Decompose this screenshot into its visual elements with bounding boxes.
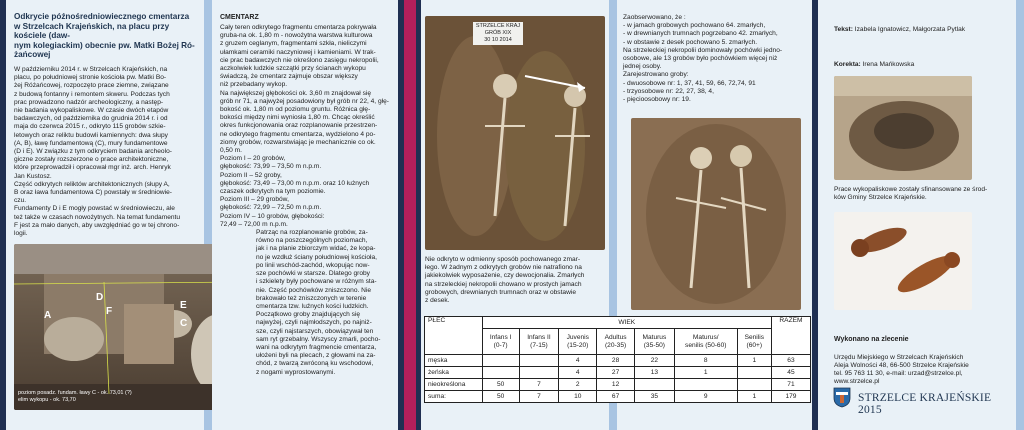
photo-label-A: A	[44, 310, 52, 321]
table-cell: 67	[597, 391, 635, 403]
table-row	[425, 379, 811, 391]
cemetery-body: Cały teren odkrytego fragmentu cmentarza pokrywała gruba-na ok. 1,80 m - nowożytna warstwa kulturowa z gruzem ceglanym, fragmentami szkła, nieliczymi ułamkami ceramiki naczyniowej i kamieniami. W trak- cie prac badawczych nie określono zasięgu nekropolii, aczkolwiek ludzkie szczątki przy ścianach wykopu świadczą, że cmentarz zajmuje obszar większy niż przebadany wykop. Na największej głębokości ok. 3,60 m znajdował się grób nr 71, a najwyżej posadowiony był grób nr 22, 4, głę- bokość ok. 1,80 m od poziomu gruntu. Różnica głę- bokości między nimi wyniosła 1,80 m. Chcąc określić okres funkcjonowania oraz rozplanowanie przestrzen- ne odkrytego fragmentu cmentarza, wydzielono 4 po- ziomy grobów, rozwarstwiając je mechanicznie co ok. 0,50 m.	[220, 24, 389, 155]
col-header-age: WIEK	[482, 317, 771, 329]
table-cell	[674, 379, 737, 391]
row-label: męska	[425, 355, 483, 367]
age-infans-2: Infans II (7-15)	[519, 329, 559, 355]
dig-photo	[834, 76, 972, 180]
row-label: nieokreślona	[425, 379, 483, 391]
credit-text	[834, 26, 1012, 34]
credit-korekta	[834, 61, 1012, 69]
table-cell: 4	[559, 355, 597, 367]
table-cell: 50	[482, 391, 519, 403]
credit-korekta-value: Irena Mańkowska	[862, 60, 915, 68]
photo-label-C: C	[180, 318, 188, 329]
table-cell	[737, 367, 771, 379]
table-cell	[634, 379, 674, 391]
photo-caption: poziom posadz. fundam. ławy C - ok. 73,01 (?) elim wykopu - ok. 73,70	[18, 390, 132, 403]
row-label: żeńska	[425, 367, 483, 379]
table-cell	[519, 367, 559, 379]
table-cell	[482, 367, 519, 379]
age-sex-table	[424, 316, 811, 403]
photo-label-E: E	[180, 300, 187, 311]
table-cell	[482, 355, 519, 367]
order-heading: Wykonano na zlecenie	[834, 336, 909, 344]
order-body: Urzędu Miejskiego w Strzelcach Krajeńskich Aleja Wolności 48, 66-500 Strzelce Krajeńskie tel. 95 763 11 30, e-mail: urzad@strzelce.pl, www.strzelce.pl	[834, 353, 969, 386]
table-cell: 27	[597, 367, 635, 379]
dig-drawing	[834, 76, 972, 180]
col-header-total: RAZEM	[771, 317, 810, 355]
panel-credits	[818, 0, 1016, 430]
grave-sign: STRZELCE KRAJ GRÓB XIX 30 10 2014	[473, 22, 523, 45]
table-row	[425, 355, 811, 367]
funding-caption: Prace wykopaliskowe zostały sfinansowane ze środ- ków Gminy Strzelce Krajeńskie.	[834, 186, 988, 202]
table-cell: 35	[634, 391, 674, 403]
table-cell: 12	[597, 379, 635, 391]
row-total: 71	[771, 379, 810, 391]
age-maturus-senilis: Maturus/ senilis (50-60)	[674, 329, 737, 355]
credit-text-value: Izabela Ignatowicz, Małgorzata Pytlak	[854, 26, 966, 34]
photo-label-F: F	[106, 306, 113, 317]
cemetery-body-2: Patrząc na rozplanowanie grobów, za- równo na poszczególnych poziomach, jak i na planie zbiorczym widać, że kopa- no je wzdłuż ściany południowej kościoła, po linii wschód-zachód, wkopując now- sze pochówki w starsze. Dlatego groby i szkielety były pochowane w różnym sta- nie. Część pochówków zniszczono. Nie brakowało też zniszczonych w terenie cmentarza tzw. luźnych kości ludzkich. Początkowo groby znajdujących się najwyżej, czyli najmłodszych, po najniż- sze, czyli najstarszych, obowiązywał ten sam ryt grzebalny. Wszyscy zmarli, pocho- wani na odkrytym fragmencie cmentarza, ułożeni byli na plecach, z głowami na za- chód, z twarzą zwróconą ku wschodowi, z nogami wyprostowanymi.	[256, 229, 381, 376]
photo-label-D: D	[96, 292, 104, 303]
graves-caption: Nie odkryto w odmienny sposób pochowanego zmar- łego. W żadnym z odkrytych grobów nie natrafiono na jakiekolwiek wyposażenie, czy dewocjonalia. Zmarłych na strzeleckiej nekropolii chowano w prostych jamach grobowych, drewnianych trumnach oraz w obstawie z desek.	[425, 256, 585, 305]
table-cell: 2	[559, 379, 597, 391]
table-cell: 8	[674, 355, 737, 367]
table-cell: 1	[737, 391, 771, 403]
brand-name: STRZELCE KRAJEŃSKIE 2015	[858, 392, 992, 416]
cemetery-levels: Poziom I – 20 grobów, głębokość: 73,99 – 73,50 m n.p.m. Poziom II – 52 groby, głębokość: 73,49 – 73,00 m n.p.m. oraz 10 łużnych czaszek odkrytych na tym poziomie. Poziom III – 29 grobów, głębokość: 72,99 – 72,50 m n.p.m. Poziom IV – 10 grobów, głębokości: 72,49 – 72,00 m n.p.m.	[220, 155, 370, 228]
age-adultus: Adultus (20-35)	[597, 329, 635, 355]
table-cell: 7	[519, 379, 559, 391]
age-infans-1: Infans I (0-7)	[482, 329, 519, 355]
double-grave-drawing	[631, 118, 801, 310]
age-maturus: Maturus (35-50)	[634, 329, 674, 355]
double-grave-photo	[631, 118, 801, 310]
row-label: suma:	[425, 391, 483, 403]
table-cell: 4	[559, 367, 597, 379]
col-header-sex: PŁEĆ	[425, 317, 483, 355]
intro-body: W październiku 2014 r. w Strzelcach Krajeńskich, na placu, po południowej stronie kościoła pw. Matki Bo- żej Różańcowej, rozpoczęto prace ziemne, związane z budową fontanny i remontem skweru. Podczas tych prac prowadzono nadzór archeologiczny, a następ- nie badania wykopaliskowe. W czasie dwóch etapów badawczych, od października do grudnia 2014 r. i od maja do czerwca 2015 r., odkryto 115 grobów szkie- letowych oraz reliktu budowli kamiennych: dwa słupy (A, B), ławę fundamentową (C), mury fundamentowe (D i E). W związku z tym odkryciem badania archeolo- giczne zostały rozszerzone o prace architektoniczne, które przeprowadził i opracował mgr inż. arch. Henryk Jan Kustosz. Część odkrytych reliktów architektonicznych (słupy A, B oraz ława fundamentowa C) powstały w średniowie- czu. Fundamenty D i E mogły powstać w średniowieczu, ale też także w czasach nowożytnych. Na temat fundamentu F jest za mało danych, aby uwzględniać go w tej chrono- logii.	[14, 65, 181, 238]
logo-icon	[832, 386, 852, 408]
age-senilis: Senilis (60+)	[737, 329, 771, 355]
table-cell: 1	[737, 355, 771, 367]
stripe-pink	[404, 0, 416, 430]
cemetery-heading: CMENTARZ	[220, 14, 259, 21]
skeletons-photo	[425, 16, 605, 250]
credit-text-label: Tekst:	[834, 26, 853, 34]
table-cell: 13	[634, 367, 674, 379]
row-total: 63	[771, 355, 810, 367]
table-cell: 28	[597, 355, 635, 367]
table-cell	[519, 355, 559, 367]
stripe-blue-right	[1016, 0, 1024, 430]
artifacts-photo	[834, 212, 972, 310]
artifacts-drawing	[834, 212, 972, 310]
table-row	[425, 391, 811, 403]
table-cell: 50	[482, 379, 519, 391]
panel-cemetery	[212, 0, 398, 430]
row-total: 45	[771, 367, 810, 379]
row-total: 179	[771, 391, 810, 403]
burials-body: Zaobserwowano, że : - w jamach grobowych pochowano 64. zmarłych, - w drewnianych trumnach pogrzebano 42. zmarłych, - w obstawie z desek pochowano 5. zmarłych. Na strzeleckiej nekropolii dominowały pochówki jedno- osobowe, ale 13 grobów było pochówkiem więcej niż jednej osoby. Zarejestrowano groby: - dwuosobowe nr: 1, 37, 41, 59, 66, 72,74, 91 - trzyosobowe nr: 22, 27, 38, 4, - pięcioosobowy nr: 19.	[623, 14, 783, 104]
credit-korekta-label: Korekta:	[834, 60, 861, 68]
table-cell: 9	[674, 391, 737, 403]
skeletons-drawing	[425, 16, 605, 250]
table-cell: 7	[519, 391, 559, 403]
table-cell: 1	[674, 367, 737, 379]
age-juvenis: Juvenis (15-20)	[559, 329, 597, 355]
table-cell: 22	[634, 355, 674, 367]
table-cell: 10	[559, 391, 597, 403]
table-row	[425, 367, 811, 379]
intro-title: Odkrycie późnośredniowiecznego cmentarza w Strzelcach Krajeńskich, na placu przy kościele (daw- nym kolegiackim) obecnie pw. Matki Bożej Ró- żańcowej	[14, 12, 195, 60]
table-cell	[737, 379, 771, 391]
